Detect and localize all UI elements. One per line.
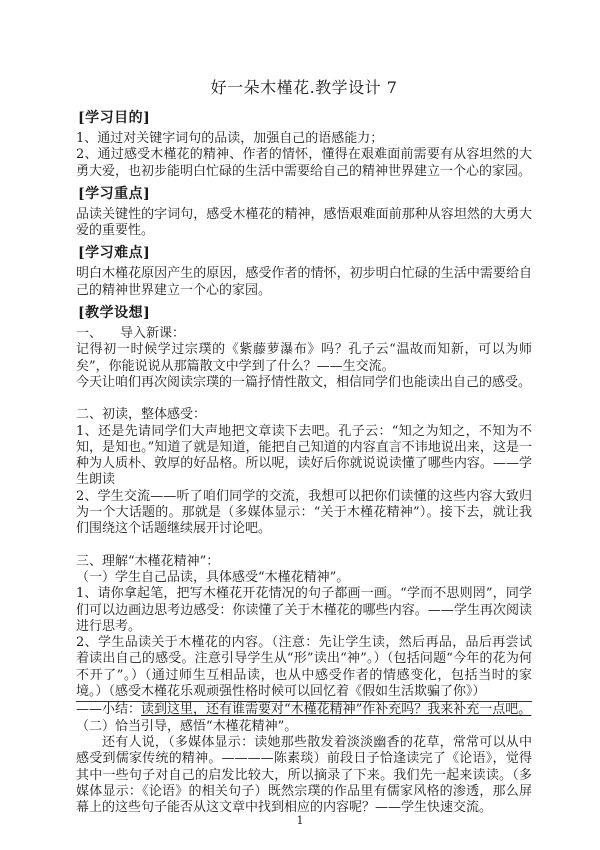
part3-title: 三、理解“木槿花精神”： xyxy=(76,553,220,569)
summary-text: 读到这里，还有谁需要对“木槿花精神”作补充吗？我来补充一点吧。 xyxy=(141,702,532,718)
section-heading-difficulties: [学习难点] xyxy=(78,245,151,262)
part2-paragraph-1: 1、还是先请同学们大声地把文章读下去吧。孔子云：“知之为知之，不知为不知，是知也。”知道了就是知道，能把自己知道的内容直言不讳地说出来，这是一种为人质朴、敦厚的好品格。所以呢，读好后你就说说读懂了哪些内容。——学生朗读 xyxy=(76,423,532,488)
part1-title-text: 导入新课： xyxy=(120,326,186,342)
goal-item-2: 2、通过感受木槿花的精神、作者的情怀，懂得在艰难面前需要有从容坦然的大勇大爱，也初步能明白忙碌的生活中需要给自己的精神世界建立一个心的家园。 xyxy=(76,147,532,179)
section-key-points xyxy=(76,184,532,240)
section-difficulties xyxy=(76,243,532,299)
part3-subsection-1: （一）学生自己品读，具体感受“木槿花精神”。 xyxy=(76,569,350,585)
part3-subsection-2: （二）恰当引导，感悟“木槿花精神”。 xyxy=(76,718,298,734)
section-heading-key-points: [学习重点] xyxy=(78,185,151,202)
part2-title: 二、初读，整体感受： xyxy=(76,407,207,423)
part1-number: 一、 xyxy=(76,326,103,342)
part1-paragraph-2: 今天让咱们再次阅读宗璞的一篇抒情性散文，相信同学们也能读出自己的感受。 xyxy=(76,374,532,390)
section-heading-plan: [教学设想] xyxy=(78,305,151,322)
section-learning-goals xyxy=(76,108,532,180)
difficulties-text: 明白木槿花原因产生的原因，感受作者的情怀，初步明白忙碌的生活中需要给自己的精神世界建立一个心的家园。 xyxy=(76,266,532,298)
part3-summary xyxy=(76,701,532,718)
key-points-text: 品读关键性的字词句，感受木槿花的精神，感悟艰难面前那种从容坦然的大勇大爱的重要性。 xyxy=(76,206,532,239)
part3-paragraph-2: 2、学生品读关于木槿花的内容。（注意：先让学生读，然后再品，品后再尝试着读出自己的感受。注意引导学生从“形”读出“神”。）（包括问题“今年的花为何不开了”。）（通过师生互相品读，也从中感受作者的情感变化，包括当时的家境。）（感受木槿花乐观顽强性格时候可以回忆着《假如生活欺骗了你》） xyxy=(76,635,532,700)
part1-paragraph-1: 记得初一时候学过宗璞的《紫藤萝瀑布》吗？孔子云“温故而知新，可以为师矣”，你能说说从那篇散文中学到了什么？——生交流。 xyxy=(76,342,532,374)
section-teaching-plan xyxy=(76,303,532,816)
summary-prefix: ——小结： xyxy=(76,702,142,718)
part3-paragraph-1: 1、请你拿起笔，把写木槿花开花情况的句子都画一画。“学而不思则罔”，同学们可以边画边思考边感受：你读懂了关于木槿花的哪些内容。——学生再次阅读进行思考。 xyxy=(76,586,532,634)
section-heading-goals: [学习目的] xyxy=(78,110,151,126)
goal-item-1: 1、通过对关键字词句的品读，加强自己的语感能力； xyxy=(76,131,384,146)
part3-closing-paragraph: 还有人说，（多媒体显示：读她那些散发着淡淡幽香的花草，常常可以从中感受到儒家传统的精神。————陈素琰）前段日子恰逢读完了《论语》，觉得其中一些句子对自己的启发比较大，所以摘录了下来。我们先一起来读读。（多媒体显示：《论语》的相关句子）既然宗璞的作品里有儒家风格的渗透，那么屏幕上的这些句子能否从这文章中找到相应的内容呢？——学生快速交流。 xyxy=(76,734,532,816)
document-title: 好一朵木槿花.教学设计 7 xyxy=(210,78,398,97)
part2-paragraph-2: 2、学生交流——听了咱们同学的交流，我想可以把你们读懂的这些内容大致归为一个大话题的。那就是（多媒体显示：“关于木槿花精神”）。接下去，就让我们围绕这个话题继续展开讨论吧。 xyxy=(76,488,532,537)
page-number: 1 xyxy=(296,814,304,827)
part1-title xyxy=(76,326,532,342)
